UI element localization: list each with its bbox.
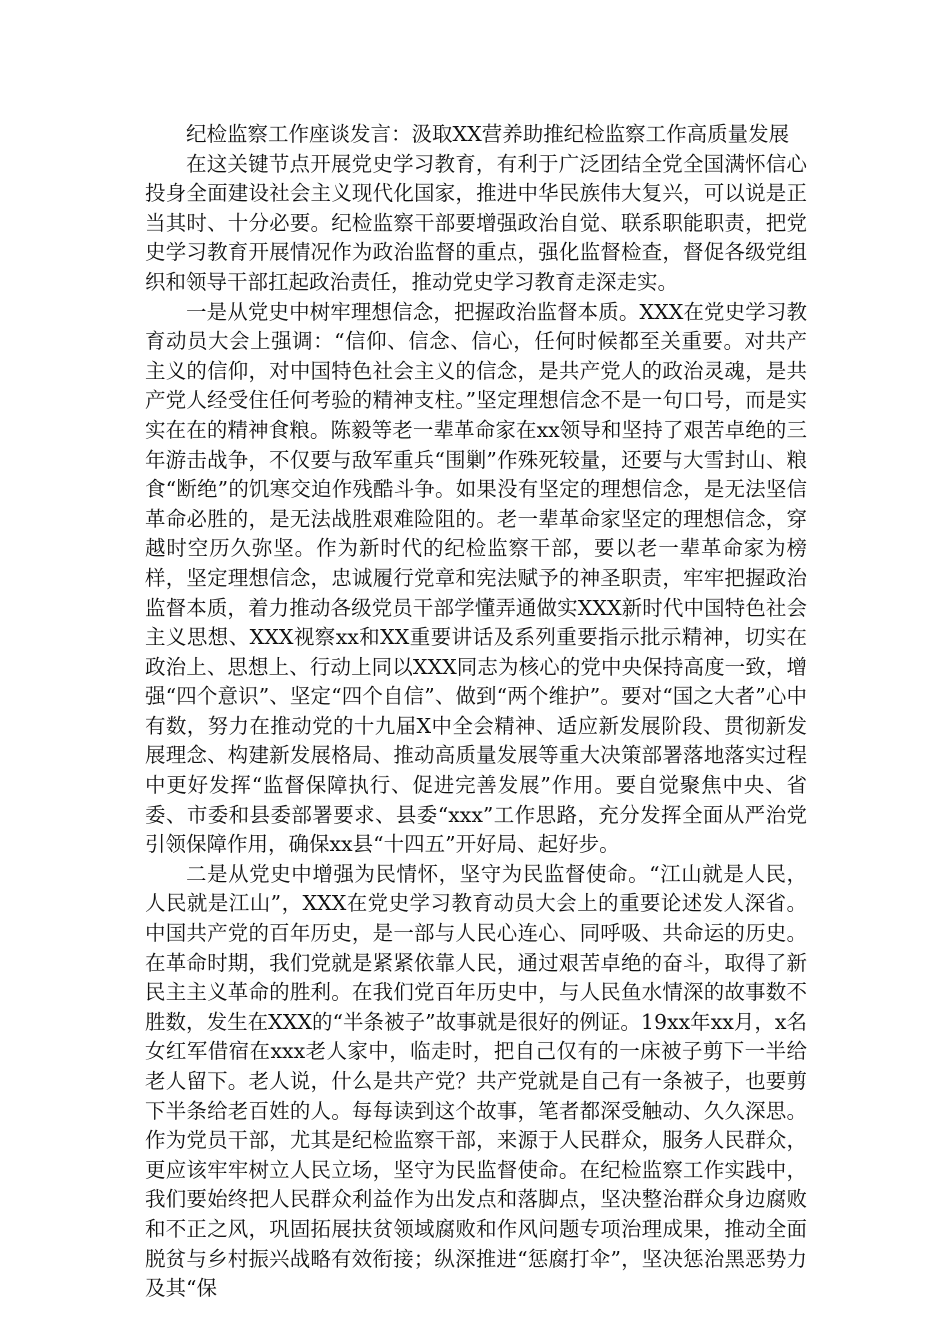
paragraph-point-one: 一是从党史中树牢理想信念，把握政治监督本质。XXX在党史学习教育动员大会上强调：“信仰、信念、信心，任何时候都至关重要。对共产主义的信仰，对中国特色社会主义的信念，是共产党人的政治灵魂，是共产党人经受住任何考验的精神支柱。”坚定理想信念不是一句口号，而是实实在在的精神食粮。陈毅等老一辈革命家在xx领导和坚持了艰苦卓绝的三年游击战争，不仅要与敌军重兵“围剿”作殊死较量，还要与大雪封山、粮食“断绝”的饥寒交迫作残酷斗争。如果没有坚定的理想信念，是无法坚信革命必胜的，是无法战胜艰难险阻的。老一辈革命家坚定的理想信念，穿越时空历久弥坚。作为新时代的纪检监察干部，要以老一辈革命家为榜样，坚定理想信念，忠诚履行党章和宪法赋予的神圣职责，牢牢把握政治监督本质，着力推动各级党员干部学懂弄通做实XXX新时代中国特色社会主义思想、XXX视察xx和XX重要讲话及系列重要指示批示精神，切实在政治上、思想上、行动上同以XXX同志为核心的党中央保持高度一致，增强“四个意识”、坚定“四个自信”、做到“两个维护”。要对“国之大者”心中有数，努力在推动党的十九届X中全会精神、适应新发展阶段、贯彻新发展理念、构建新发展格局、推动高质量发展等重大决策部署落地落实过程中更好发挥“监督保障执行、促进完善发展”作用。要自觉聚焦中央、省委、市委和县委部署要求、县委“xxx”工作思路，充分发挥全面从严治党引领保障作用，确保xx县“十四五”开好局、起好步。: [145, 299, 807, 857]
document-title: 纪检监察工作座谈发言：汲取XX营养助推纪检监察工作高质量发展: [186, 122, 790, 146]
document-page: [145, 120, 807, 1304]
paragraph-point-two: 二是从党史中增强为民情怀，坚守为民监督使命。“江山就是人民，人民就是江山”，XXX在党史学习教育动员大会上的重要论述发人深省。中国共产党的百年历史，是一部与人民心连心、同呼吸、共命运的历史。在革命时期，我们党就是紧紧依靠人民，通过艰苦卓绝的奋斗，取得了新民主主义革命的胜利。在我们党百年历史中，与人民鱼水情深的故事数不胜数，发生在XXX的“半条被子”故事就是很好的例证。19xx年xx月，x名女红军借宿在xxx老人家中，临走时，把自己仅有的一床被子剪下一半给老人留下。老人说，什么是共产党？共产党就是自己有一条被子，也要剪下半条给老百姓的人。每每读到这个故事，笔者都深受触动、久久深思。作为党员干部，尤其是纪检监察干部，来源于人民群众，服务人民群众，更应该牢牢树立人民立场，坚守为民监督使命。在纪检监察工作实践中，我们要始终把人民群众利益作为出发点和落脚点，坚决整治群众身边腐败和不正之风，巩固拓展扶贫领域腐败和作风问题专项治理成果，推动全面脱贫与乡村振兴战略有效衔接；纵深推进“惩腐打伞”，坚决惩治黑恶势力及其“保: [145, 861, 807, 1301]
paragraph-intro: 在这关键节点开展党史学习教育，有利于广泛团结全党全国满怀信心投身全面建设社会主义现代化国家，推进中华民族伟大复兴，可以说是正当其时、十分必要。纪检监察干部要增强政治自觉、联系职能职责，把党史学习教育开展情况作为政治监督的重点，强化监督检查，督促各级党组织和领导干部扛起政治责任，推动党史学习教育走深走实。: [145, 151, 807, 294]
